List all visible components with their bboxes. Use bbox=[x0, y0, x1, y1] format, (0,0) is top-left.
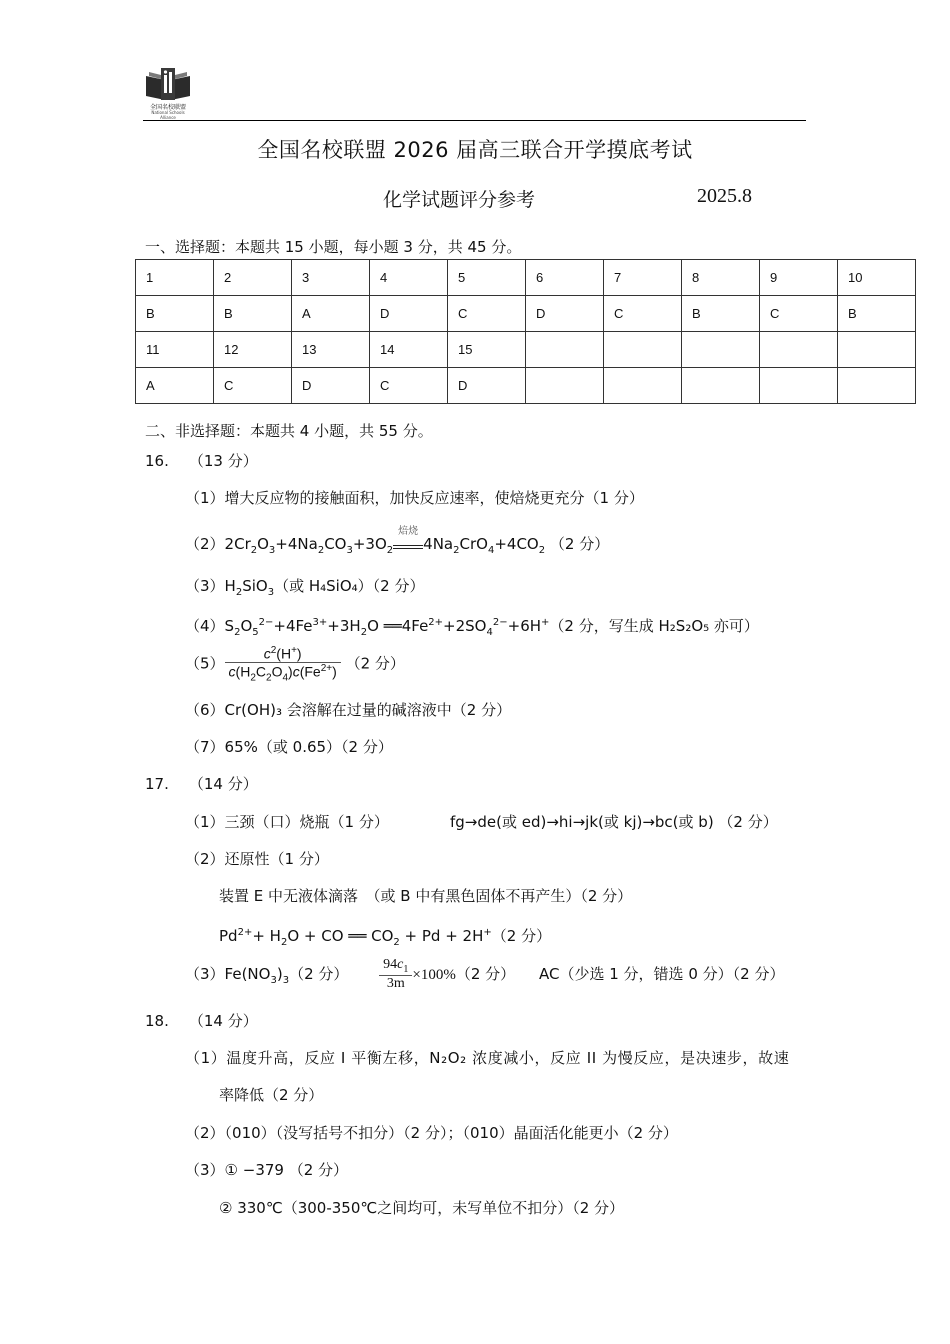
table-cell bbox=[604, 332, 682, 368]
table-cell: 7 bbox=[604, 260, 682, 296]
table-row bbox=[136, 260, 916, 296]
q17-answer-1-right: fg→de(或 ed)→hi→jk(或 kj)→bc(或 b) （2 分） bbox=[450, 813, 778, 831]
q16-a2-condition: 焙烧 bbox=[398, 526, 419, 537]
q16-a3-label: （3） bbox=[185, 577, 225, 595]
q17-a3-label: （3） bbox=[185, 964, 225, 983]
table-cell bbox=[760, 332, 838, 368]
q17-header bbox=[145, 774, 258, 794]
table-cell: 4 bbox=[370, 260, 448, 296]
table-cell: A bbox=[136, 368, 214, 404]
q17-answer-2c: $Pd^{2+}+ H_2O$ + CO ══ $CO_2 + Pd + 2H^+(2$ 分） bbox=[219, 927, 552, 948]
q18-number: 18. bbox=[145, 1012, 169, 1030]
table-cell: 5 bbox=[448, 260, 526, 296]
q17-answer-2b: 装置 E 中无液体滴落 （或 B 中有黑色固体不再产生）（2 分） bbox=[219, 887, 633, 905]
q18-answer-1: （1）温度升高，反应 I 平衡左移，N₂O₂ 浓度减小，反应 II 为慢反应，是决速步，故速 bbox=[185, 1049, 790, 1067]
q16-score: （13 分） bbox=[188, 452, 258, 470]
table-cell: B bbox=[838, 296, 916, 332]
q17-a3-score1: （2 分） bbox=[289, 964, 349, 983]
logo-english-name: National Schools Alliance bbox=[151, 110, 185, 120]
table-cell: 12 bbox=[214, 332, 292, 368]
table-row bbox=[136, 332, 916, 368]
table-cell: B bbox=[214, 296, 292, 332]
table-cell bbox=[838, 368, 916, 404]
q17-answer-3-right: AC（少选 1 分，错选 0 分）（2 分） bbox=[539, 965, 785, 983]
table-cell: B bbox=[682, 296, 760, 332]
q16-a3-alt: （或 H₄SiO₄） bbox=[274, 577, 373, 595]
equilibrium-constant-fraction: $\frac{c^2(H^+)}{c(H_2C_2O_4)c(Fe^{2+})}$ bbox=[225, 645, 341, 683]
q18-answer-3b: ② 330℃（300-350℃之间均可，未写单位不扣分）（2 分） bbox=[219, 1199, 625, 1217]
table-cell: 10 bbox=[838, 260, 916, 296]
table-cell: 2 bbox=[214, 260, 292, 296]
section1-heading: 一、选择题：本题共 15 小题，每小题 3 分，共 45 分。 bbox=[145, 238, 522, 256]
table-cell bbox=[682, 368, 760, 404]
q18-header bbox=[145, 1011, 258, 1031]
q16-answer-7: （7）65%（或 0.65）（2 分） bbox=[185, 738, 393, 756]
table-cell: D bbox=[448, 368, 526, 404]
table-cell bbox=[682, 332, 760, 368]
table-cell: C bbox=[760, 296, 838, 332]
table-cell: 3 bbox=[292, 260, 370, 296]
q17-a3-score2: （2 分） bbox=[455, 964, 516, 983]
table-cell: C bbox=[448, 296, 526, 332]
table-cell: 15 bbox=[448, 332, 526, 368]
document-date: 2025.8 bbox=[697, 185, 752, 207]
table-row bbox=[136, 296, 916, 332]
answer-table bbox=[135, 259, 916, 404]
q17-score: （14 分） bbox=[188, 775, 258, 793]
table-cell: A bbox=[292, 296, 370, 332]
table-cell: 11 bbox=[136, 332, 214, 368]
table-row bbox=[136, 368, 916, 404]
table-cell: 8 bbox=[682, 260, 760, 296]
table-cell: D bbox=[370, 296, 448, 332]
q16-a2-label: （2） bbox=[185, 535, 225, 553]
q16-answer-4: $(4)S_2O_5^{2-}+4Fe^{3+}+3H_2O$ $══4Fe^{2+}+2SO_4^{2-}+6H^+(2$ 分，写生成 H₂S₂O₅ 亦可） bbox=[185, 617, 759, 638]
table-cell: 6 bbox=[526, 260, 604, 296]
q16-header bbox=[145, 451, 258, 471]
table-cell: D bbox=[526, 296, 604, 332]
document-subtitle: 化学试题评分参考 bbox=[383, 189, 536, 211]
q17-answer-1-left: （1）三颈（口）烧瓶（1 分） bbox=[185, 813, 389, 831]
table-cell: C bbox=[214, 368, 292, 404]
q16-a5-label: （5） bbox=[185, 654, 225, 673]
q16-a3-score: （2 分） bbox=[372, 577, 425, 595]
q17-a2c-score: （2 分） bbox=[491, 927, 552, 945]
table-cell: C bbox=[370, 368, 448, 404]
q16-number: 16. bbox=[145, 452, 169, 470]
table-cell: B bbox=[136, 296, 214, 332]
purity-fraction: $\frac{94c_1}{3m}$ bbox=[379, 957, 412, 992]
table-cell bbox=[526, 332, 604, 368]
table-cell: 9 bbox=[760, 260, 838, 296]
header-rule bbox=[143, 120, 806, 121]
section2-heading: 二、非选择题：本题共 4 小题，共 55 分。 bbox=[145, 422, 433, 440]
alliance-logo bbox=[143, 66, 193, 118]
table-cell bbox=[760, 368, 838, 404]
q17-number: 17. bbox=[145, 775, 169, 793]
q16-answer-5 bbox=[185, 645, 405, 683]
table-cell: 14 bbox=[370, 332, 448, 368]
q16-answer-6: （6）Cr(OH)₃ 会溶解在过量的碱溶液中（2 分） bbox=[185, 701, 512, 719]
q16-answer-2: $(2)2Cr_2O_3+4Na_2CO_3+3O_2$ 焙烧 $4Na_2CrO_4+4CO_2$ （2 分） bbox=[185, 534, 609, 561]
table-cell: 1 bbox=[136, 260, 214, 296]
table-cell: C bbox=[604, 296, 682, 332]
q18-answer-2: （2）（010）（没写括号不扣分）（2 分）；（010）晶面活化能更小（2 分） bbox=[185, 1124, 678, 1142]
q16-a4-note: （2 分，写生成 H₂S₂O₅ 亦可） bbox=[549, 617, 759, 635]
q18-score: （14 分） bbox=[188, 1012, 258, 1030]
q16-a2-score: （2 分） bbox=[549, 535, 610, 553]
q16-a4-label: （4） bbox=[185, 617, 225, 635]
q16-a5-score: （2 分） bbox=[345, 654, 405, 673]
table-cell bbox=[604, 368, 682, 404]
logo-chinese-name: 全国名校联盟 bbox=[149, 104, 186, 111]
table-cell bbox=[838, 332, 916, 368]
q18-answer-1b: 率降低（2 分） bbox=[219, 1086, 324, 1104]
document-title: 全国名校联盟 2026 届高三联合开学摸底考试 bbox=[257, 138, 693, 162]
table-cell: 13 bbox=[292, 332, 370, 368]
q17-answer-3: $(3)Fe(NO_3)_3(2$ 分） $\frac{94c_1}{3m}$ ×100%（2 分） bbox=[185, 957, 516, 991]
table-cell: D bbox=[292, 368, 370, 404]
table-cell bbox=[526, 368, 604, 404]
condition-equals-sign bbox=[393, 526, 423, 549]
q16-answer-3: $(3)H_2SiO_3$（或 H₄SiO₄）（2 分） bbox=[185, 577, 425, 598]
book-logo-icon bbox=[143, 66, 193, 102]
q18-answer-3: （3）① −379 （2 分） bbox=[185, 1161, 349, 1179]
q17-answer-2: （2）还原性（1 分） bbox=[185, 850, 329, 868]
q16-answer-1: （1）增大反应物的接触面积，加快反应速率，使焙烧更充分（1 分） bbox=[185, 489, 644, 507]
